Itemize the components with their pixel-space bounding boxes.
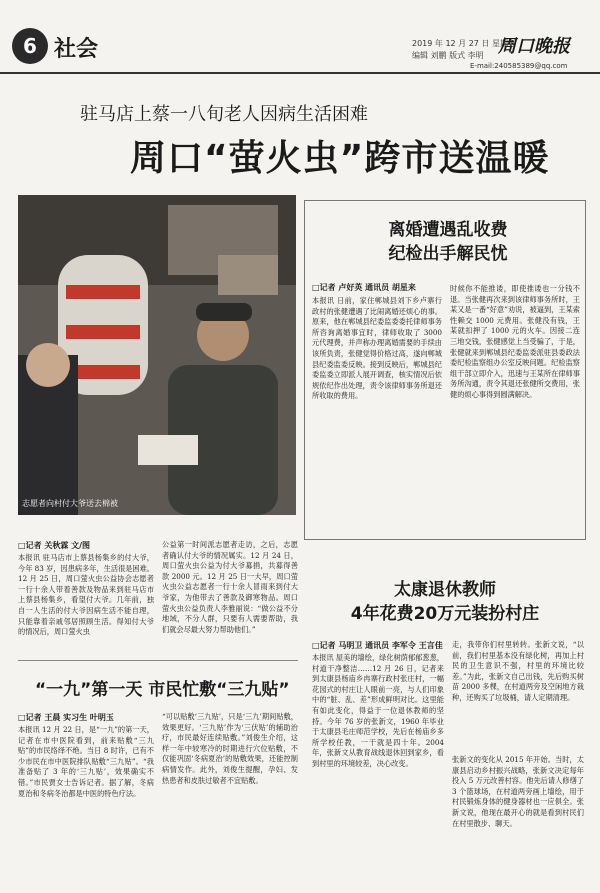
story4-column-1: 本报讯 屋美的墙绘，绿化树荫郁郁葱葱，村道干净整洁……12 月 26 日，记者来到太康县杨庙乡冉寨行政村张庄村，一幅花园式的村庄让人眼前一亮，与人们印象中的“脏、乱、差”形成鲜明对比。这里能有如此变化，得益于一位退休教师的坚持。今年 76 岁的张新文，1960 年毕业于太康县毛庄师范学校，先后在杨庙乡多所学校任教，一干就是四十年。2004 年，张新文从教育战线退休回到家乡，看到村里的环境较差，决心改变。 xyxy=(312,653,444,768)
story4-byline: □记者 马明卫 通讯员 李军令 王言佳 xyxy=(312,641,443,650)
box-byline: □记者 卢好英 通讯员 胡星来 xyxy=(312,283,416,292)
lead-headline: 周口“萤火虫”跨市送温暖 xyxy=(130,138,550,179)
story3-column-2: “可以贴敷‘三九贴’，只是‘三九’期间贴敷，效果更好。‘三九贴’作为‘三伏贴’的辅助治疗，市民最好连续贴敷。”刘俊生介绍，这样一年中较寒冷的时期进行穴位贴敷，不仅能巩固‘冬病夏治’的贴敷效果，还能控制病情发作。此外，刘俊生提醒，孕妇、发热患者和皮肤过敏者不宜贴敷。 xyxy=(162,712,298,785)
box-headline xyxy=(318,218,578,266)
story4-column-3: 张新文的变化从 2015 年开始。当时，太康县启动乡村振兴战略，张新文决定每年投入 5 万元改善村容。他先后请人修缮了 3 个篮球场，在村道两旁画上墙绘，用于村民锻炼身体的健身器材也一应俱全。张新文说，他现在最开心的就是看到村民们在村里散步、聊天。 xyxy=(452,755,584,828)
lead-photo xyxy=(18,195,296,515)
lead-column-2: 公益第一时间派志愿者走访，之后，志愿者确认付大爷的情况属实。12 月 24 日，周口萤火虫公益为付大爷募捐，共募得善款 2000 元。12 月 25 日一大早，周口萤火虫公益志愿者一行十余人冒雨来到付大爷家，为他带去了善款及御寒物品。周口萤火虫公益负责人李雅丽说：“做公益不分地域，不分人群，只要有人需要帮助，我们就会尽最大努力帮助他们。” xyxy=(162,540,298,634)
box-headline-line1: 离婚遭遇乱收费 xyxy=(388,220,508,240)
lead-kicker: 驻马店上蔡一八旬老人因病生活困难 xyxy=(80,104,368,125)
box-column-1: 本报讯 日前，家住郸城县刘下乡卢寨行政村的张健遭遇了比闹离婚还烦心的事。原来，他在郸城县纪委监委委托律师事务所咨询离婚事宜时，律师收取了 3000 元代理费，并声称办理离婚需要的手续由该所负责，张健觉得价格过高，遂向郸城县纪委监委反映。接到反映后，郸城县纪委监委立即派人展开调查，核实情况后依规依纪作出处理，责令该律师事务所退还所收取的费用。 xyxy=(312,296,442,401)
story4-headline-line1: 太康退休教师 xyxy=(394,580,496,600)
page-number-badge: 6 xyxy=(12,28,48,64)
lead-column-1: 本报讯 驻马店市上蔡县杨集乡的付大爷，今年 83 岁，因患病多年，生活很是困难。12 月 25 日，周口萤火虫公益协会志愿者一行十余人带着善款及物品来到驻马店市上蔡县杨集乡，看望付大爷。几年前，独自一人生活的付大爷因病生活不能自理，只能靠着亲戚邻居照顾生活。得知付大爷的情况后，周口萤火虫 xyxy=(18,553,154,637)
box-column-2: 时候你不能推诿，即使推诿也一分钱不退。当张健再次来到该律师事务所时，王某又是一番“好意”劝说，被逼到，王某索性赖交 1000 元费用。张健没有钱，王某就扣押了 1000 元的火车。因接二连三地交钱，张健感觉上当受骗了，于是，张健就来到郸城县纪委监委派驻县委政法委纪检监察组办公室反映问题。纪检监察组干部立即介入，迅速与王某所在律师事务所沟通，责令其退还张健所交费用，张健的烦心事得到圆满解决。 xyxy=(450,284,580,399)
email-line: E-mail:240585389@qq.com xyxy=(470,62,568,70)
section-name: 社会 xyxy=(54,37,99,62)
box-headline-line2: 纪检出手解民忧 xyxy=(388,244,508,264)
date-line: 2019 年 12 月 27 日 星期五 xyxy=(412,39,516,48)
story4-column-2: 走，我带你们村里转转。张新文说，“以前，我们村里基本没有绿化树，再加上村民的卫生意识不强，村里的环境比较差。”为此，张新文自己出钱，先后购买树苗 2000 多棵，在村道两旁及空闲地方栽种，还购买了垃圾桶，请人定期清理。 xyxy=(452,640,584,702)
story4-headline xyxy=(305,578,585,626)
header-rule xyxy=(0,72,600,74)
story3-rule xyxy=(18,660,298,661)
story3-column-1: 本报讯 12 月 22 日，是“一九”的第一天，记者在市中医院看到，前来贴敷“三九贴”的市民络绎不绝。当日 8 时许，已有不少市民在市中医院排队贴敷“三九贴”。“我准备贴了 3 年的‘三九贴’，效果确实不错。”市民贾女士告诉记者。据了解，冬病夏治和冬病冬治都是中医的特色疗法。 xyxy=(18,725,154,798)
editor-line: 编辑 刘鹏 版式 李明 xyxy=(412,51,484,60)
newspaper-brand: 周口晚报 xyxy=(498,36,570,57)
photo-illustration-icon xyxy=(18,195,296,515)
story3-byline: □记者 王晨 实习生 叶明玉 xyxy=(18,713,114,722)
story3-headline: “一九”第一天 市民忙敷“三九贴” xyxy=(35,680,290,700)
story4-headline-line2: 4年花费20万元装扮村庄 xyxy=(350,604,540,624)
photo-caption: 志愿者向村付大爷送去棉被 xyxy=(22,499,118,508)
lead-byline: □记者 关秋霖 文/图 xyxy=(18,541,91,550)
